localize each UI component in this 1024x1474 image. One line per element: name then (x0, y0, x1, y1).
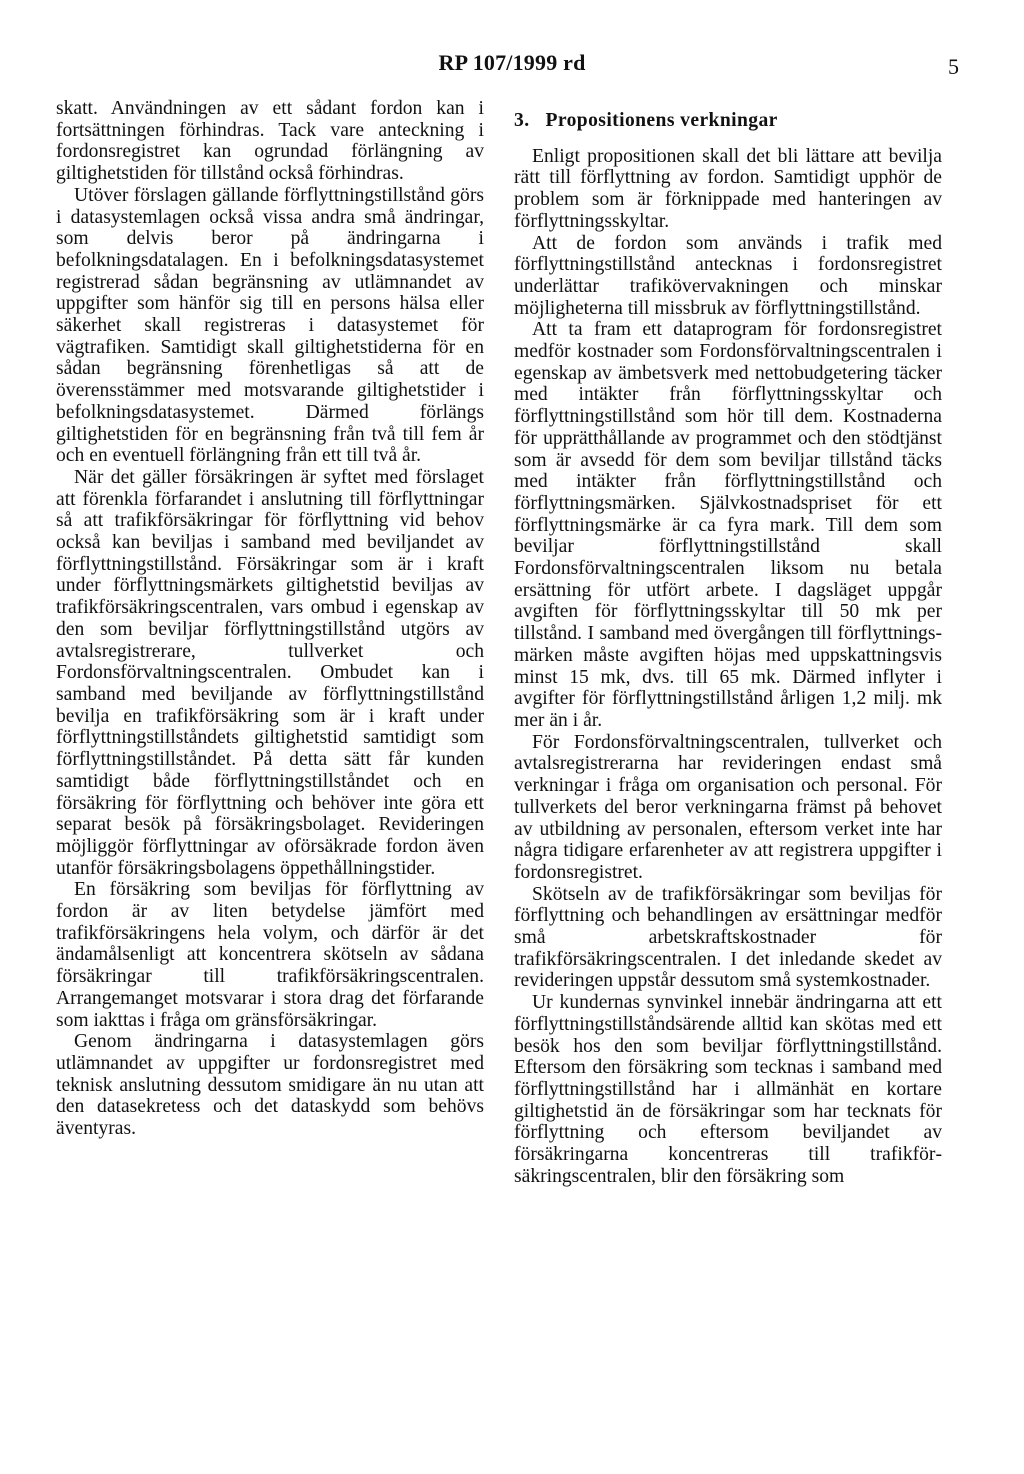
paragraph: Genom ändringarna i datasystemlagen görs utlämnandet av uppgifter ur fordonsregistret med teknisk anslutning dessutom smidigare än nu utan att den datasekretess och det dataskydd som behövs äventyras. (56, 1031, 484, 1140)
paragraph: När det gäller försäkringen är syftet med förslaget att förenkla förfarandet i anslutning till förflyttningar så att trafikförsäkringar för förflyttning vid behov också kan beviljas i samband med beviljandet av förflyttningstillstånd. Försäkringar som är i kraft under förflyttningsmärkets giltighetstid beviljas av trafikförsäkringscentralen, vars ombud i egenskap av den som beviljar förflyttningstillstånd utgörs av avtalsregistrerare, tullverket och Fordonsförvaltningscentralen. Ombudet kan i samband med beviljande av förflyttningstillstånd bevilja en trafikförsäkring som är i kraft under förflyttningstillståndets giltighetstid samtidigt som förflyttningstillståndet. På detta sätt får kunden samtidigt både förflyttningstillståndet och en försäkring för förflyttning och behöver inte göra ett separat besök på försäkringsbolaget. Revideringen möjliggör förflyttningar av oförsäkrade fordon även utanför försäkringsbolagens öppethållningstider. (56, 466, 484, 879)
paragraph: Utöver förslagen gällande förflyttningstillstånd görs i datasystemlagen också vissa andra små ändringar, som delvis beror på ändringarna i befolkningsdatalagen. En i befolkningsdatasystemet registrerad sådan begränsning av utlämnandet av uppgifter som hänför sig till en persons hälsa eller säkerhet skall registreras i datasystemet för vägtrafiken. Samtidigt skall giltighetstiderna för en sådan begränsning förenhetligas så att de överensstämmer med motsvarande giltighetstider i befolkningsdatasystemet. Därmed förlängs giltighetstiden för en begränsning från två till fem år och en eventuell förlängning från ett till två år. (56, 184, 484, 467)
paragraph: Att de fordon som används i trafik med förflyttningstillstånd antecknas i fordonsregistret underlättar trafikövervakningen och minskar möjligheterna till missbruk av förflyttningstillstånd. (514, 232, 942, 319)
page-number: 5 (948, 54, 959, 79)
paragraph: Ur kundernas synvinkel innebär ändringarna att ett förflyttningstillståndsärende alltid kan skötas med ett besök hos den som beviljar förflyttningstillstånd. Eftersom den försäkring som tecknas i samband med förflyttningstillstånd har i allmänhät en kortare giltighetstid än de försäkringar som har tecknats för förflyttning och eftersom beviljandet av försäkringarna koncentreras till trafikförsäkringscentralen, blir den försäkring som (514, 992, 942, 1187)
running-header: RP 107/1999 rd (438, 50, 586, 75)
section-title: Propositionens verkningar (545, 110, 778, 131)
right-column (514, 98, 942, 1187)
paragraph: För Fordonsförvaltningscentralen, tullverket och avtalsregistrerarna har revideringen endast små verkningar i fråga om organisation och personal. För tullverkets del beror verkningarna främst på behovet av utbildning av personalen, eftersom verket inte har några tidigare erfarenheter av att registrera uppgifter i fordonsregistret. (514, 731, 942, 883)
section-heading (514, 110, 942, 132)
paragraph: En försäkring som beviljas för förflyttning av fordon är av liten betydelse jämfört med trafikförsäkringens hela volym, och därför är det ändamålsenligt att koncentrera skötseln av sådana försäkringar till trafikförsäkringscentralen. Arrangemanget motsvarar i stora drag det förfarande som iakttas i fråga om gränsförsäkringar. (56, 879, 484, 1031)
paragraph: Att ta fram ett dataprogram för fordonsregistret medför kostnader som Fordonsförvaltningscentralen i egenskap av ämbetsverk med nettobudgetering täcker med intäkter från förflyttningsskyltar och förflyttningstillstånd som hör till dem. Kostnaderna för upprätthållande av programmet och den stödtjänst som är avsedd för dem som beviljar tillstånd täcks med intäkter från förflyttningstillstånd och förflyttningsmärken. Självkostnadspriset för ett förflyttningsmärke är ca fyra mark. Till dem som beviljar förflyttningstillstånd skall Fordonsförvaltningscentralen liksom nu betala ersättning för utfört arbete. I dagsläget uppgår avgiften för förflyttningsskyltar till 50 mk per tillstånd. I samband med övergången till förflyttningsmärken måste avgiften höjas med uppskattningsvis minst 15 mk, dvs. till 65 mk. Därmed inflyter i avgifter för förflyttningstillstånd årligen 1,2 milj. mk mer än i år. (514, 319, 942, 731)
left-column (56, 98, 484, 1140)
paragraph: Enligt propositionen skall det bli lättare att bevilja rätt till förflyttning av fordon. Samtidigt upphör de problem som är förknippade med hanteringen av förflyttningsskyltar. (514, 145, 942, 232)
paragraph: skatt. Användningen av ett sådant fordon kan i fortsättningen förhindras. Tack vare anteckning i fordonsregistret kan ogrundad förlängning av giltighetstiden för tillstånd också förhindras. (56, 98, 484, 185)
paragraph: Skötseln av de trafikförsäkringar som beviljas för förflyttning och behandlingen av ersättningar medför små arbetskraftskostnader för trafikförsäkringscentralen. I det inledande skedet av revideringen uppstår dessutom små systemkostnader. (514, 883, 942, 992)
section-number: 3. (514, 110, 530, 131)
